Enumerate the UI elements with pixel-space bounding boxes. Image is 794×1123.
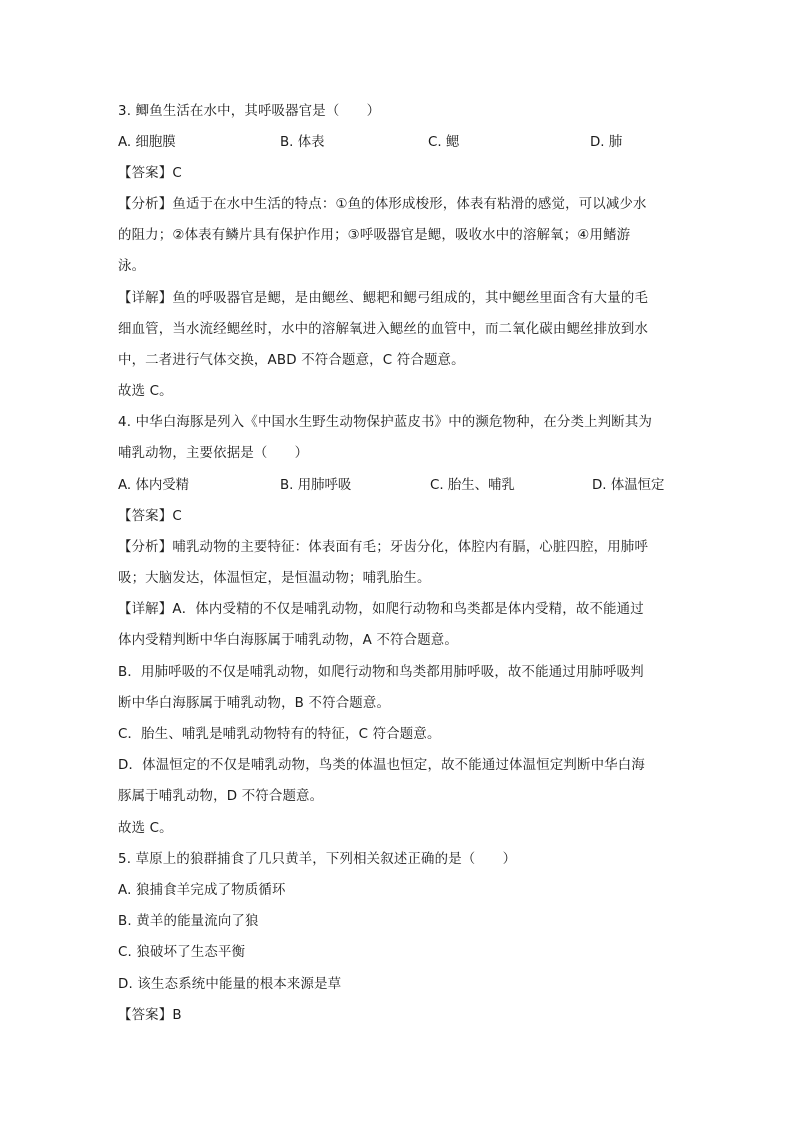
question-4-detail-line-3: B．用肺呼吸的不仅是哺乳动物，如爬行动物和鸟类都用肺呼吸，故不能通过用肺呼吸判 [118,665,644,680]
question-4-detail-line-5: C．胎生、哺乳是哺乳动物特有的特征，C 符合题意。 [118,727,441,742]
question-4-detail-line-6: D．体温恒定的不仅是哺乳动物，鸟类的体温也恒定，故不能通过体温恒定判断中华白海 [118,758,645,773]
question-4-option-c: C. 胎生、哺乳 [430,478,515,493]
question-3-analysis-line-3: 泳。 [118,259,146,274]
question-4-detail-line-4: 断中华白海豚属于哺乳动物，B 不符合题意。 [118,696,391,711]
question-4-stem-line-1: 4. 中华白海豚是列入《中国水生野生动物保护蓝皮书》中的濒危物种，在分类上判断其为 [118,415,653,430]
question-5-stem: 5. 草原上的狼群捕食了几只黄羊，下列相关叙述正确的是（ ） [118,852,517,867]
question-3-analysis-line-2: 的阻力；②体表有鳞片具有保护作用；③呼吸器官是鳃，吸收水中的溶解氧；④用鳍游 [118,228,631,243]
question-3-option-b: B. 体表 [280,135,325,150]
question-4-option-b: B. 用肺呼吸 [280,478,352,493]
question-5-option-d: D. 该生态系统中能量的根本来源是草 [118,977,342,992]
question-5-option-a: A. 狼捕食羊完成了物质循环 [118,883,286,898]
question-3-detail-line-2: 细血管，当水流经鳃丝时，水中的溶解氧进入鳃丝的血管中，而二氧化碳由鳃丝排放到水 [118,322,649,337]
question-4-analysis-line-1: 【分析】哺乳动物的主要特征：体表面有毛；牙齿分化，体腔内有膈，心脏四腔，用肺呼 [118,540,649,555]
question-4-answer: 【答案】C [118,509,182,524]
question-3-option-c: C. 鳃 [428,135,460,150]
question-5-option-c: C. 狼破坏了生态平衡 [118,945,246,960]
question-4-option-d: D. 体温恒定 [592,478,665,493]
question-3-stem: 3. 鲫鱼生活在水中，其呼吸器官是（ ） [118,104,381,119]
question-5-answer: 【答案】B [118,1008,182,1023]
question-4-analysis-line-2: 吸；大脑发达，体温恒定，是恒温动物；哺乳胎生。 [118,571,431,586]
question-3-option-d: D. 肺 [590,135,623,150]
question-5-option-b: B. 黄羊的能量流向了狼 [118,914,259,929]
question-3-options [118,134,678,152]
question-4-detail-line-1: 【详解】A．体内受精的不仅是哺乳动物，如爬行动物和鸟类都是体内受精，故不能通过 [118,602,644,617]
question-3-analysis-line-1: 【分析】鱼适于在水中生活的特点：①鱼的体形成梭形，体表有粘滑的感觉，可以减少水 [118,197,647,212]
question-3-detail-line-1: 【详解】鱼的呼吸器官是鳃，是由鳃丝、鳃耙和鳃弓组成的，其中鳃丝里面含有大量的毛 [118,291,649,306]
question-4-detail-line-7: 豚属于哺乳动物，D 不符合题意。 [118,789,324,804]
question-4-options [118,477,678,495]
question-4-option-a: A. 体内受精 [118,478,189,493]
question-3-conclusion: 故选 C。 [118,384,173,399]
question-4-detail-line-2: 体内受精判断中华白海豚属于哺乳动物，A 不符合题意。 [118,633,458,648]
question-3-detail-line-3: 中，二者进行气体交换，ABD 不符合题意，C 符合题意。 [118,353,465,368]
question-3-answer: 【答案】C [118,166,182,181]
question-4-conclusion: 故选 C。 [118,821,173,836]
question-3-option-a: A. 细胞膜 [118,135,176,150]
question-4-stem-line-2: 哺乳动物，主要依据是（ ） [118,446,309,461]
